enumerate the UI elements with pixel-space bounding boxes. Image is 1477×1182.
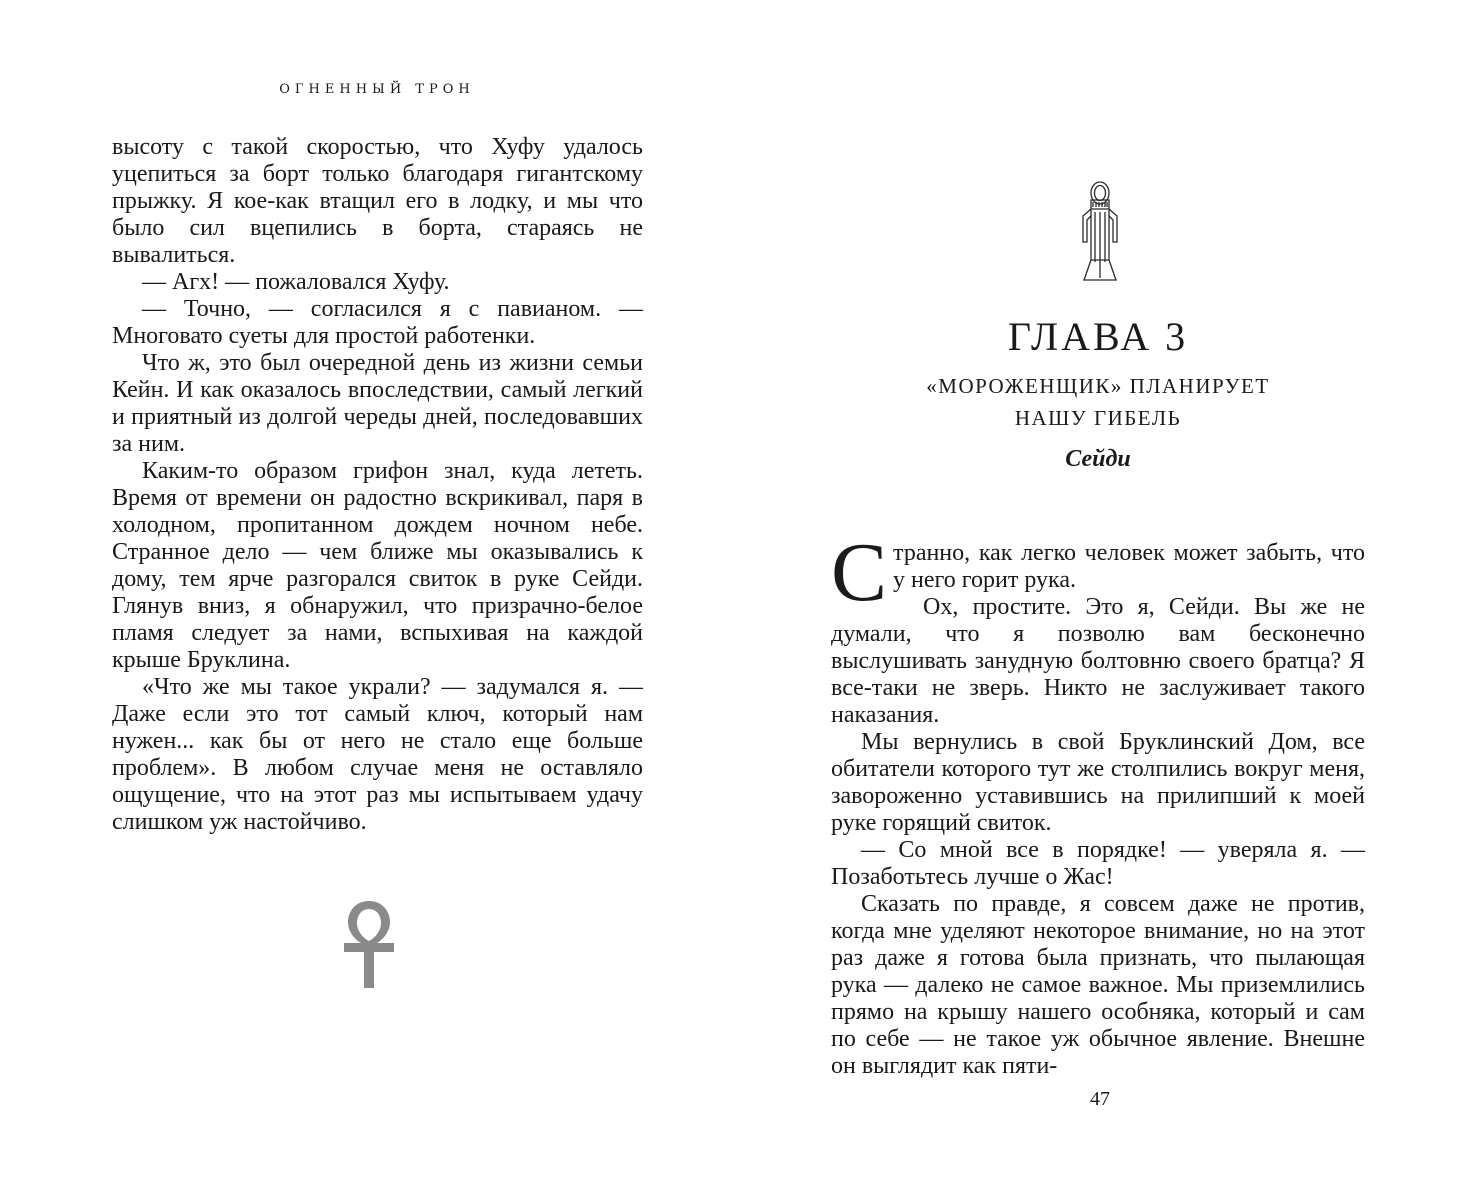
paragraph: Ох, простите. Это я, Сейди. Вы же не думали, что я позволю вам бесконечно выслушивать занудную болтовню своего братца? Я все-таки не зверь. Никто не заслуживает такого наказания. xyxy=(831,594,1365,728)
paragraph: Мы вернулись в свой Бруклинский Дом, все обитатели которого тут же столпились вокруг меня, завороженно уставившись на прилипший к моей руке горящий свиток. xyxy=(831,729,1365,836)
chapter-title: ГЛАВА 3 xyxy=(1007,314,1189,359)
paragraph: «Что же мы такое украли? — задумался я. — Даже если это тот самый ключ, который нам нужен... как бы от него не стало еще больше проблем». В любом случае меня не оставляло ощущение, что на этот раз мы испытываем удачу слишком уж настойчиво. xyxy=(112,674,643,835)
paragraph: — Со мной все в порядке! — уверяла я. — Позаботьтесь лучше о Жас! xyxy=(831,837,1365,890)
first-paragraph xyxy=(831,526,1365,619)
paragraph: Сказать по правде, я совсем даже не против, когда мне уделяют некоторое внимание, но на этот раз даже я готова была признать, что пылающая рука — далеко не самое важное. Мы приземлились прямо на крышу нашего особняка, который и сам по себе — не такое уж обычное явление. Внешне он выглядит как пяти- xyxy=(831,891,1365,1079)
chapter-subtitle-line: «МОРОЖЕНЩИК» ПЛАНИРУЕТ xyxy=(926,374,1270,398)
drop-cap: С xyxy=(831,526,888,619)
paragraph: Каким-то образом грифон знал, куда лететь. Время от времени он радостно вскрикивал, паря в холодном, пропитанном дождем ночном небе. Странное дело — чем ближе мы оказывались к дому, тем ярче разгорался свиток в руке Сейди. Глянув вниз, я обнаружил, что призрачно-белое пламя следует за нами, вспыхивая на каждой крыше Бруклина. xyxy=(112,458,643,673)
paragraph: — Точно, — согласился я с павианом. — Многовато суеты для простой работенки. xyxy=(112,296,643,349)
paragraph: Что ж, это был очередной день из жизни семьи Кейн. И как оказалось впоследствии, самый легкий и приятный из долгой череды дней, последовавших за ним. xyxy=(112,350,643,457)
chapter-subtitle xyxy=(831,370,1365,434)
running-head: ОГНЕННЫЙ ТРОН xyxy=(279,82,475,97)
chapter-subtitle-line: НАШУ ГИБЕЛЬ xyxy=(1014,406,1182,430)
first-paragraph-text: транно, как легко человек может забыть, что у него горит рука. xyxy=(893,540,1365,593)
right-page-text xyxy=(831,526,1365,1080)
paragraph: высоту с такой скоростью, что Хуфу удалось уцепиться за борт только благодаря гигантскому прыжку. Я кое-как втащил его в лодку, и мы что было сил вцепились в борта, стараясь не вывалиться. xyxy=(112,134,643,268)
ankh-figure-icon xyxy=(1078,180,1122,284)
page-number: 47 xyxy=(1090,1088,1110,1110)
ankh-icon xyxy=(340,898,398,990)
left-page-text xyxy=(112,134,643,836)
chapter-narrator: Сейди xyxy=(1065,446,1131,472)
paragraph: — Агх! — пожаловался Хуфу. xyxy=(142,269,450,295)
